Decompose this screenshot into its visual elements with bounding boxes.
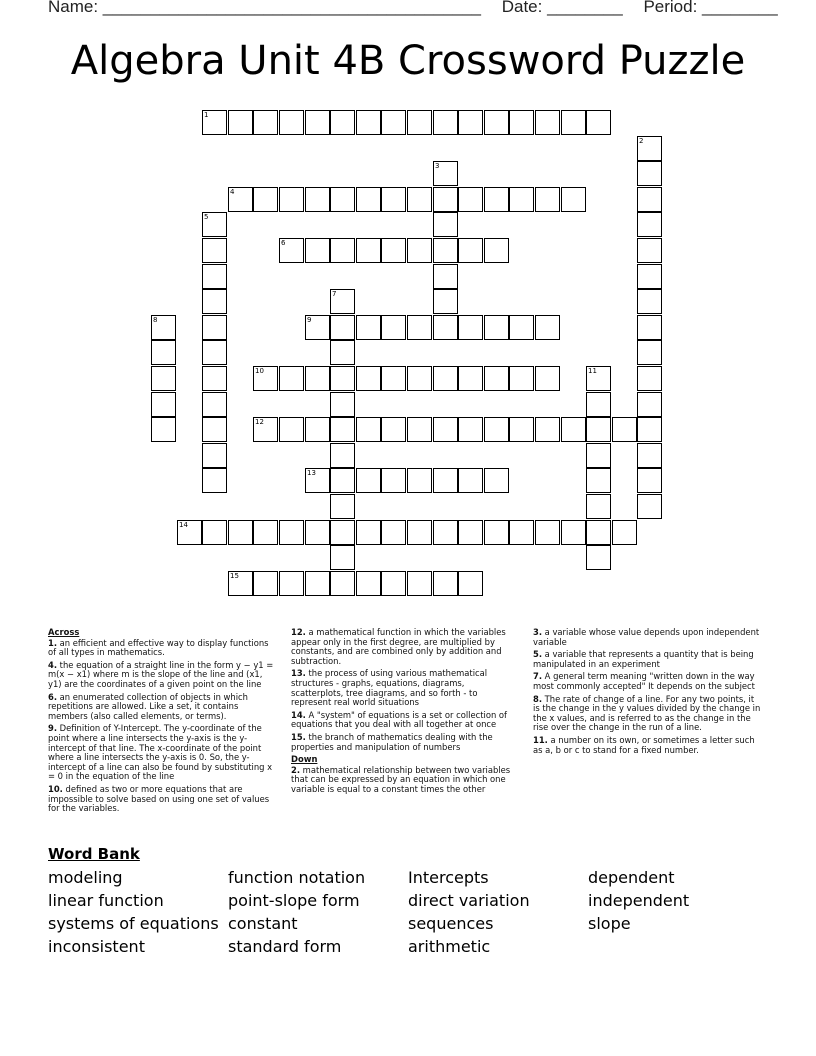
crossword-cell[interactable] (356, 315, 381, 340)
crossword-cell[interactable] (330, 110, 355, 135)
crossword-cell[interactable] (637, 366, 662, 391)
clue-number: 14 (179, 521, 188, 529)
crossword-cell[interactable] (279, 238, 304, 263)
crossword-cell[interactable] (637, 187, 662, 212)
clue-number: 13 (307, 469, 316, 477)
crossword-cell[interactable] (637, 494, 662, 519)
clue-across-6: 6. an enumerated collection of objects in which repetitions are allowed. Like a set, it contains members (also called elements, or terms). (48, 691, 248, 721)
crossword-cell[interactable] (407, 468, 432, 493)
crossword-cell[interactable] (484, 520, 509, 545)
crossword-cell[interactable] (509, 520, 534, 545)
crossword-cell[interactable] (381, 571, 406, 596)
crossword-cell[interactable] (228, 520, 253, 545)
clue-across-10: 10. defined as two or more equations that are impossible to solve based on using one set of values for the variables. (48, 783, 270, 814)
clue-number: 11 (588, 367, 597, 375)
crossword-cell[interactable] (305, 417, 330, 442)
crossword-cell[interactable] (381, 110, 406, 135)
clue-down-2: 2. mathematical relationship between two variables that can be expressed by an equation in which one variable is equal to a constant times the other (291, 764, 511, 794)
crossword-cell[interactable] (433, 187, 458, 212)
crossword-cell[interactable] (151, 417, 176, 442)
crossword-cell[interactable] (151, 315, 176, 340)
word-bank-item: standard form (228, 937, 342, 956)
crossword-cell[interactable] (484, 366, 509, 391)
crossword-cell[interactable] (381, 417, 406, 442)
date-field[interactable]: Date: ________ (501, 0, 623, 16)
crossword-cell[interactable] (458, 110, 483, 135)
crossword-cell[interactable] (202, 315, 227, 340)
crossword-cell[interactable] (407, 315, 432, 340)
crossword-cell[interactable] (279, 571, 304, 596)
crossword-cell[interactable] (484, 110, 509, 135)
crossword-cell[interactable] (637, 443, 662, 468)
crossword-cell[interactable] (637, 161, 662, 186)
word-bank-item: function notation (228, 868, 366, 887)
clue-down-8: 8. The rate of change of a line. For any two points, it is the change in the y values divided by the change in the x values, and is referred to as the change in the rise over the change in the run of a line. (533, 693, 761, 733)
crossword-cell[interactable] (407, 187, 432, 212)
crossword-cell[interactable] (305, 520, 330, 545)
crossword-cell[interactable] (433, 110, 458, 135)
crossword-cell[interactable] (253, 571, 278, 596)
crossword-cell[interactable] (381, 366, 406, 391)
word-bank-column-1 (48, 866, 219, 958)
crossword-cell[interactable] (586, 366, 611, 391)
name-field[interactable]: Name: ________________________________________ (48, 0, 481, 16)
crossword-cell[interactable] (535, 417, 560, 442)
clue-across-12: 12. a mathematical function in which the variables appear only in the first degree, are multiplied by constants, and are combined only by addition and subtraction. (291, 627, 506, 666)
crossword-cell[interactable] (202, 417, 227, 442)
word-bank-item: constant (228, 914, 298, 933)
crossword-cell[interactable] (228, 187, 253, 212)
clue-down-5: 5. a variable that represents a quantity that is being manipulated in an experiment (533, 649, 754, 669)
word-bank-column-4 (588, 866, 689, 935)
clue-number: 10 (255, 367, 264, 375)
word-bank-item: Intercepts (408, 868, 489, 887)
crossword-cell[interactable] (330, 468, 355, 493)
crossword-cell[interactable] (151, 340, 176, 365)
crossword-cell[interactable] (637, 315, 662, 340)
crossword-cell[interactable] (202, 289, 227, 314)
crossword-cell[interactable] (586, 392, 611, 417)
crossword-cell[interactable] (586, 520, 611, 545)
crossword-cell[interactable] (586, 110, 611, 135)
clue-number: 15 (230, 572, 239, 580)
crossword-cell[interactable] (433, 161, 458, 186)
crossword-cell[interactable] (356, 571, 381, 596)
crossword-cell[interactable] (202, 340, 227, 365)
crossword-cell[interactable] (637, 340, 662, 365)
crossword-cell[interactable] (637, 264, 662, 289)
crossword-cell[interactable] (637, 417, 662, 442)
crossword-cell[interactable] (433, 238, 458, 263)
crossword-cell[interactable] (612, 417, 637, 442)
clue-across-4: 4. the equation of a straight line in the form y − y1 = m(x − x1) where m is the slope of the line and (x1, y1) are the coordinates of a given point on the line (48, 659, 274, 689)
crossword-cell[interactable] (509, 110, 534, 135)
crossword-cell[interactable] (356, 110, 381, 135)
crossword-cell[interactable] (330, 315, 355, 340)
clue-number: 7 (332, 290, 337, 298)
crossword-cell[interactable] (253, 520, 278, 545)
crossword-cell[interactable] (509, 366, 534, 391)
crossword-cell[interactable] (586, 443, 611, 468)
crossword-cell[interactable] (356, 366, 381, 391)
crossword-cell[interactable] (253, 366, 278, 391)
crossword-cell[interactable] (305, 238, 330, 263)
crossword-cell[interactable] (509, 187, 534, 212)
crossword-cell[interactable] (202, 443, 227, 468)
clues-column-1 (48, 628, 278, 817)
crossword-cell[interactable] (305, 187, 330, 212)
crossword-cell[interactable] (586, 417, 611, 442)
crossword-cell[interactable] (535, 366, 560, 391)
clue-down-7: 7. A general term meaning "written down in the way most commonly accepted" It depends on the subject (533, 671, 755, 691)
word-bank-item: linear function (48, 891, 164, 910)
clue-across-1: 1. an efficient and effective way to display functions of all types in mathematics. (48, 637, 269, 658)
crossword-cell[interactable] (381, 238, 406, 263)
crossword-cell[interactable] (637, 212, 662, 237)
crossword-cell[interactable] (458, 238, 483, 263)
crossword-cell[interactable] (330, 545, 355, 570)
crossword-cell[interactable] (458, 520, 483, 545)
crossword-cell[interactable] (330, 289, 355, 314)
crossword-cell[interactable] (330, 494, 355, 519)
crossword-cell[interactable] (330, 571, 355, 596)
clues-column-3 (533, 628, 763, 758)
clue-number: 9 (307, 316, 312, 324)
page-title: Algebra Unit 4B Crossword Puzzle (70, 38, 746, 84)
crossword-cell[interactable] (228, 110, 253, 135)
crossword-cell[interactable] (151, 366, 176, 391)
crossword-cell[interactable] (279, 187, 304, 212)
word-bank-item: arithmetic (408, 937, 491, 956)
crossword-cell[interactable] (407, 520, 432, 545)
crossword-cell[interactable] (433, 417, 458, 442)
crossword-cell[interactable] (305, 366, 330, 391)
clue-down-3: 3. a variable whose value depends upon independent variable (533, 627, 760, 647)
clues-column-2 (291, 628, 519, 798)
crossword-cell[interactable] (305, 571, 330, 596)
clue-across-15: 15. the branch of mathematics dealing with the properties and manipulation of numbers (291, 731, 493, 752)
crossword-cell[interactable] (458, 187, 483, 212)
crossword-cell[interactable] (433, 571, 458, 596)
crossword-cell[interactable] (279, 417, 304, 442)
crossword-cell[interactable] (279, 520, 304, 545)
crossword-cell[interactable] (535, 187, 560, 212)
crossword-cell[interactable] (535, 520, 560, 545)
crossword-cell[interactable] (279, 110, 304, 135)
crossword-cell[interactable] (433, 366, 458, 391)
crossword-cell[interactable] (381, 315, 406, 340)
crossword-cell[interactable] (202, 468, 227, 493)
clue-number: 8 (153, 316, 158, 324)
crossword-cell[interactable] (433, 289, 458, 314)
crossword-cell[interactable] (330, 520, 355, 545)
crossword-cell[interactable] (458, 366, 483, 391)
word-bank-item: dependent (588, 868, 675, 887)
crossword-cell[interactable] (202, 520, 227, 545)
crossword-cell[interactable] (458, 417, 483, 442)
word-bank-item: sequences (408, 914, 494, 933)
crossword-cell[interactable] (279, 366, 304, 391)
word-bank-item: systems of equations (48, 914, 219, 933)
crossword-cell[interactable] (330, 366, 355, 391)
crossword-cell[interactable] (330, 340, 355, 365)
clue-number: 3 (435, 162, 440, 170)
crossword-cell[interactable] (637, 468, 662, 493)
clue-across-14: 14. A "system" of equations is a set or collection of equations that you deal with all together at once (291, 709, 508, 730)
clue-number: 6 (281, 239, 286, 247)
clue-number: 4 (230, 188, 235, 196)
crossword-cell[interactable] (407, 110, 432, 135)
crossword-cell[interactable] (330, 392, 355, 417)
clue-across-9: 9. Definition of Y-Intercept. The y-coordinate of the point where a line intersects the y-axis is the y-intercept of that line. The x-coordinate of the point where a line intersects the y-axis is 0. So, the y-intercept of a line can also be found by substituting x = 0 in the equation of the line (48, 723, 273, 782)
crossword-cell[interactable] (586, 468, 611, 493)
crossword-cell[interactable] (356, 468, 381, 493)
crossword-cell[interactable] (484, 187, 509, 212)
crossword-cell[interactable] (151, 392, 176, 417)
crossword-cell[interactable] (561, 520, 586, 545)
crossword-cell[interactable] (433, 315, 458, 340)
crossword-cell[interactable] (407, 417, 432, 442)
crossword-cell[interactable] (381, 520, 406, 545)
crossword-cell[interactable] (433, 468, 458, 493)
period-field[interactable]: Period: ________ (643, 0, 778, 16)
crossword-cell[interactable] (637, 392, 662, 417)
crossword-cell[interactable] (407, 571, 432, 596)
crossword-cell[interactable] (202, 110, 227, 135)
crossword-cell[interactable] (433, 212, 458, 237)
word-bank-item: inconsistent (48, 937, 145, 956)
word-bank-item: modeling (48, 868, 123, 887)
clue-number: 5 (204, 213, 209, 221)
crossword-cell[interactable] (356, 417, 381, 442)
crossword-cell[interactable] (253, 110, 278, 135)
crossword-cell[interactable] (458, 315, 483, 340)
crossword-cell[interactable] (202, 238, 227, 263)
crossword-cell[interactable] (305, 110, 330, 135)
crossword-cell[interactable] (484, 468, 509, 493)
crossword-cell[interactable] (586, 545, 611, 570)
crossword-cell[interactable] (202, 392, 227, 417)
crossword-cell[interactable] (381, 468, 406, 493)
crossword-cell[interactable] (330, 187, 355, 212)
across-heading: Across (48, 627, 80, 637)
crossword-cell[interactable] (202, 264, 227, 289)
crossword-cell[interactable] (484, 417, 509, 442)
crossword-cell[interactable] (228, 571, 253, 596)
crossword-cell[interactable] (458, 571, 483, 596)
crossword-cell[interactable] (637, 136, 662, 161)
crossword-cell[interactable] (509, 315, 534, 340)
crossword-cell[interactable] (407, 238, 432, 263)
crossword-cell[interactable] (637, 238, 662, 263)
crossword-cell[interactable] (202, 212, 227, 237)
crossword-cell[interactable] (330, 238, 355, 263)
crossword-cell[interactable] (253, 417, 278, 442)
crossword-cell[interactable] (484, 238, 509, 263)
crossword-cell[interactable] (330, 417, 355, 442)
clue-number: 12 (255, 418, 264, 426)
word-bank-column-3 (408, 866, 530, 958)
down-heading: Down (291, 754, 318, 765)
crossword-cell[interactable] (356, 520, 381, 545)
crossword-cell[interactable] (561, 187, 586, 212)
crossword-cell[interactable] (253, 187, 278, 212)
crossword-cell[interactable] (433, 264, 458, 289)
clue-across-13: 13. the process of using various mathematical structures - graphs, equations, diagrams, scatterplots, tree diagrams, and so forth - to represent real world situations (291, 668, 488, 708)
clue-down-11: 11. a number on its own, or sometimes a letter such as a, b or c to stand for a fixed number. (533, 734, 755, 755)
clue-number: 2 (639, 137, 644, 145)
crossword-cell[interactable] (202, 366, 227, 391)
word-bank-title: Word Bank (48, 845, 140, 863)
word-bank-item: independent (588, 891, 690, 910)
word-bank-item: direct variation (408, 891, 530, 910)
crossword-cell[interactable] (381, 187, 406, 212)
crossword-cell[interactable] (509, 417, 534, 442)
crossword-cell[interactable] (535, 315, 560, 340)
crossword-cell[interactable] (484, 315, 509, 340)
crossword-cell[interactable] (535, 110, 560, 135)
crossword-cell[interactable] (330, 443, 355, 468)
crossword-cell[interactable] (356, 238, 381, 263)
word-bank-column-2 (228, 866, 365, 958)
crossword-cell[interactable] (458, 468, 483, 493)
crossword-cell[interactable] (637, 289, 662, 314)
clue-number: 1 (204, 111, 209, 119)
crossword-cell[interactable] (407, 366, 432, 391)
word-bank-item: slope (588, 914, 631, 933)
crossword-cell[interactable] (305, 468, 330, 493)
crossword-cell[interactable] (561, 110, 586, 135)
crossword-cell[interactable] (612, 520, 637, 545)
crossword-cell[interactable] (586, 494, 611, 519)
crossword-cell[interactable] (356, 187, 381, 212)
crossword-cell[interactable] (433, 520, 458, 545)
crossword-cell[interactable] (177, 520, 202, 545)
crossword-cell[interactable] (561, 417, 586, 442)
word-bank-item: point-slope form (228, 891, 360, 910)
crossword-cell[interactable] (305, 315, 330, 340)
